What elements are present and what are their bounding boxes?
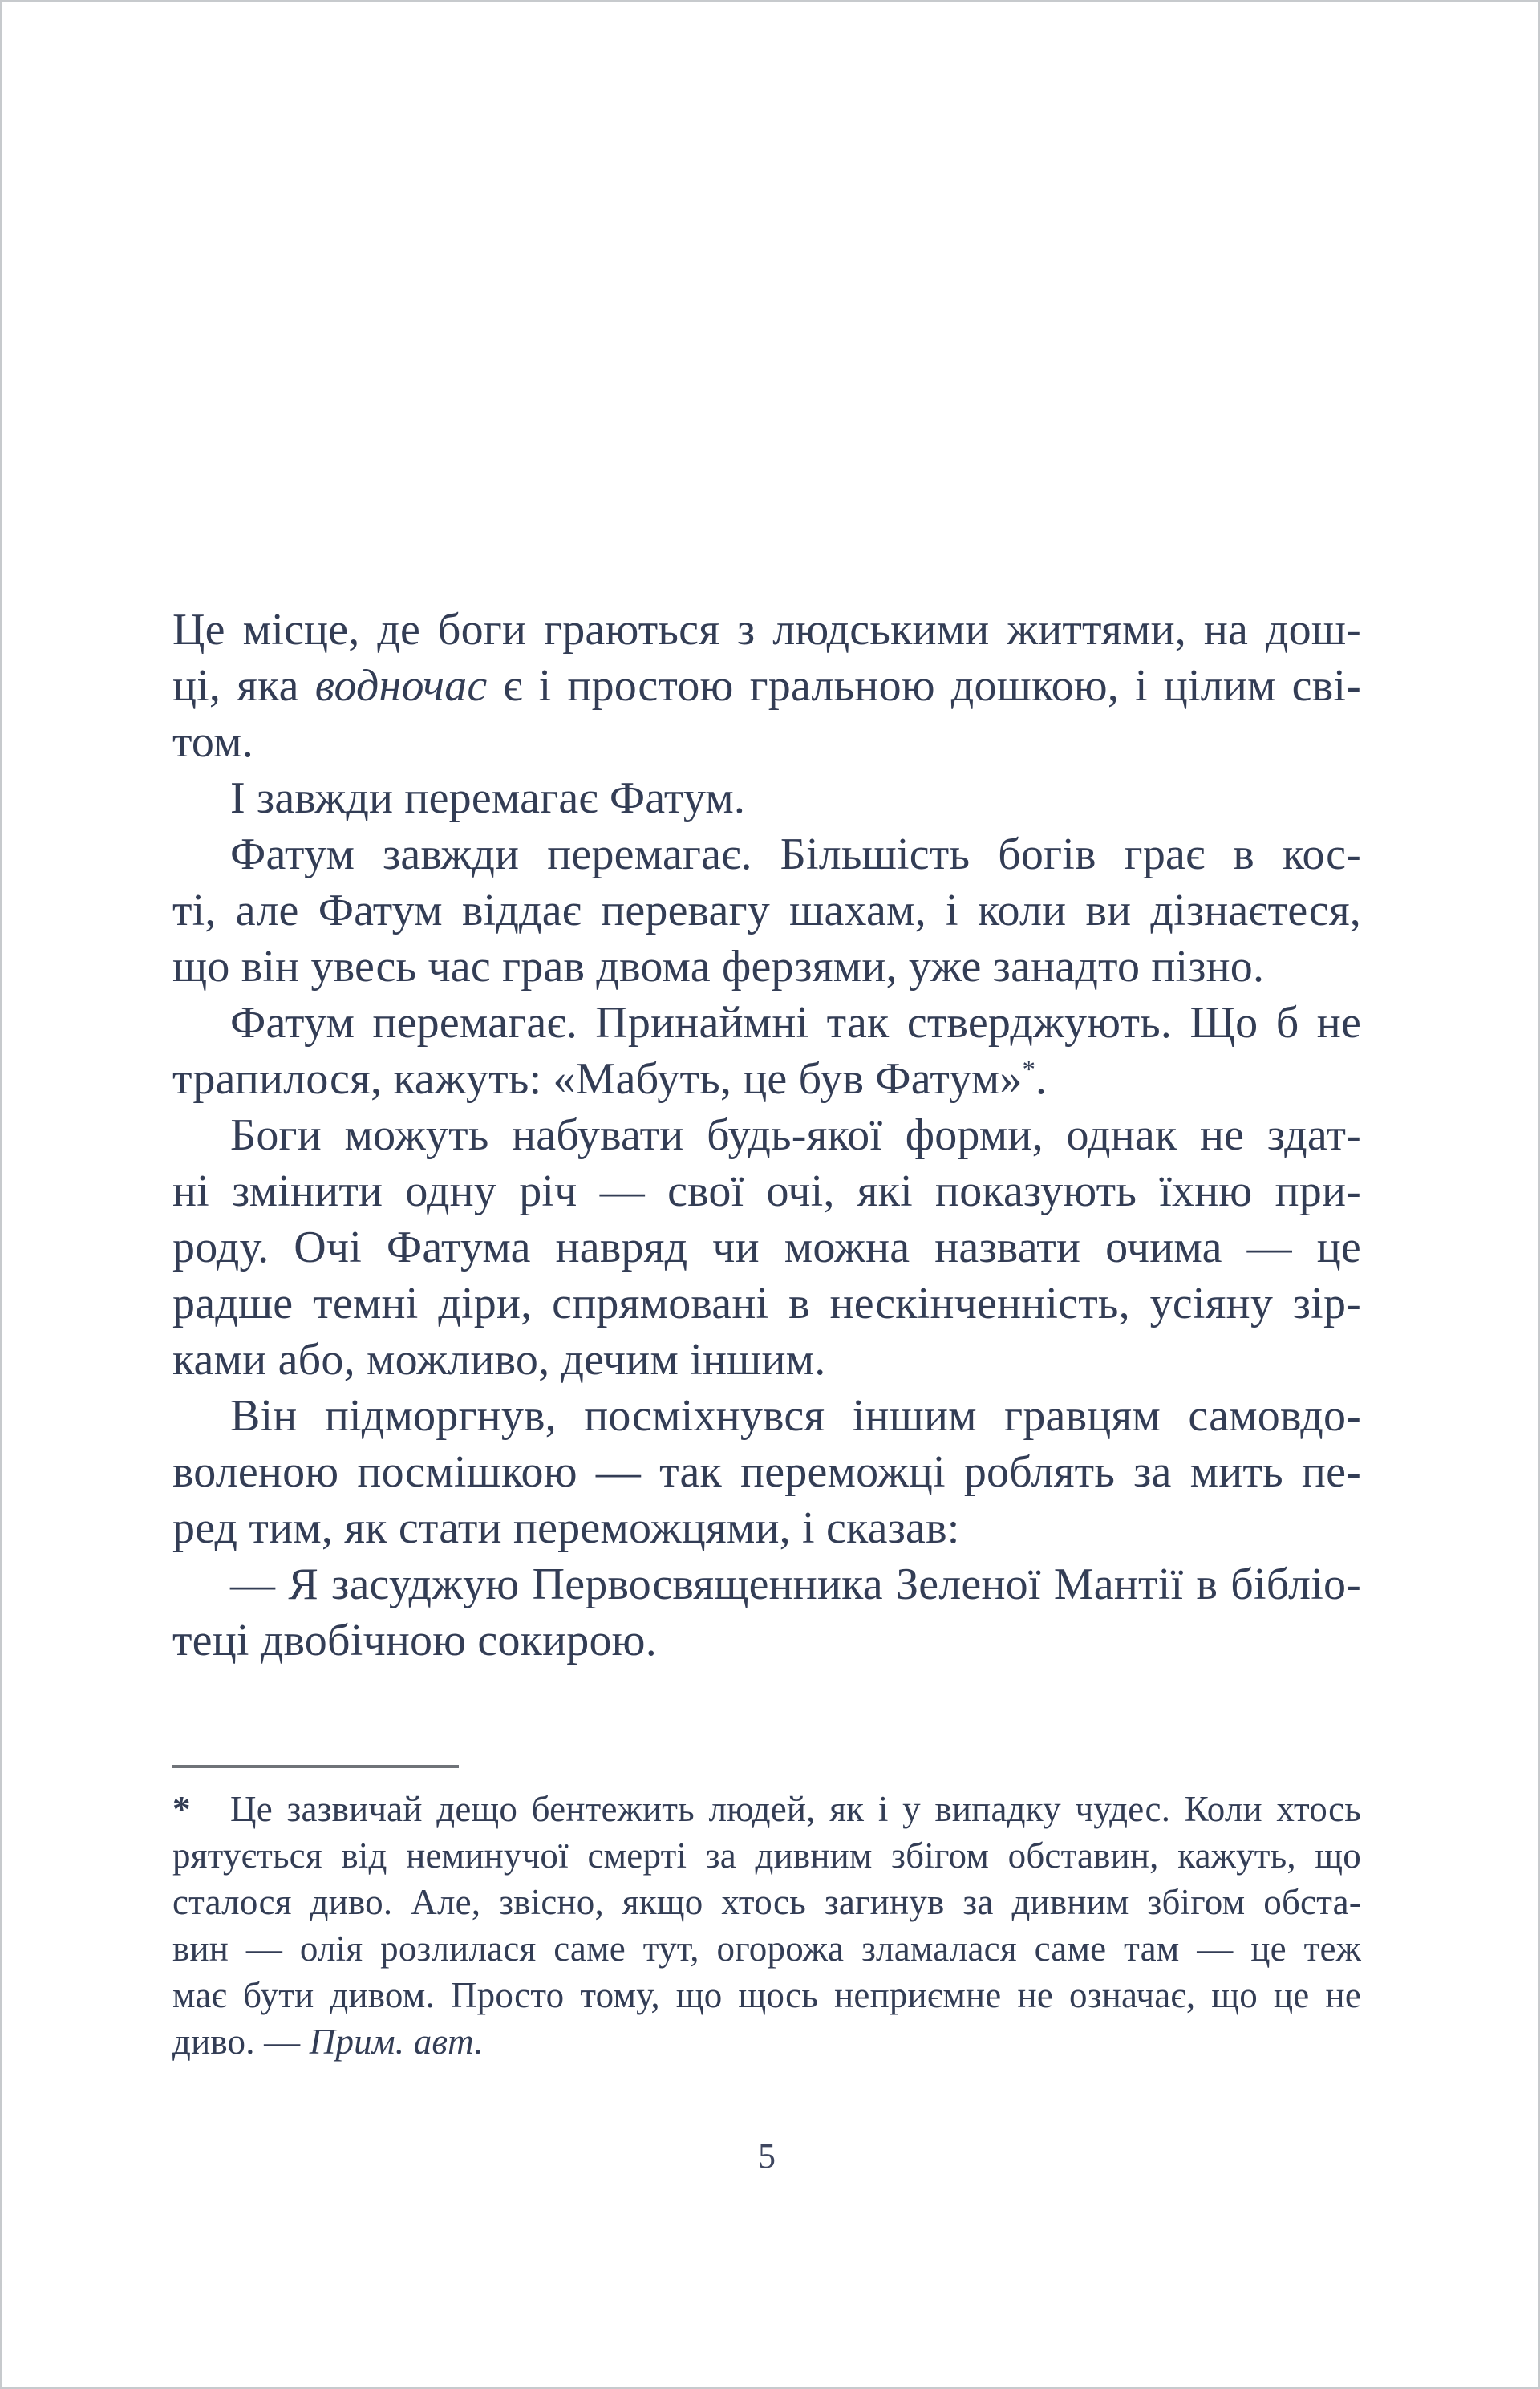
footnote-line xyxy=(172,1786,1361,1832)
text-run: роду. Очі Фатума навряд чи можна назвати очима — це xyxy=(172,1223,1361,1272)
text-run: трапилося, кажуть: «Мабуть, це був Фатум» xyxy=(172,1054,1023,1104)
text-run: Він підморгнув, посміхнувся іншим гравцям самовдо- xyxy=(230,1391,1361,1441)
text-run: водночас xyxy=(314,661,488,711)
text-line xyxy=(172,770,1361,826)
text-run: Це місце, де боги граються з людськими життями, на дош- xyxy=(172,605,1361,655)
text-run: Боги можуть набувати будь-якої форми, однак не здат- xyxy=(230,1110,1361,1160)
text-line xyxy=(172,1163,1361,1219)
text-run: Фатум перемагає. Принаймні так стверджують. Що б не xyxy=(230,998,1361,1048)
text-run: ками або, можливо, дечим іншим. xyxy=(172,1335,826,1385)
text-run: теці двобічною сокирою. xyxy=(172,1616,657,1665)
body-text xyxy=(172,602,1361,1669)
text-line xyxy=(172,882,1361,939)
text-line xyxy=(172,1219,1361,1276)
text-run: воленою посмішкою — так переможці роблять за мить пе- xyxy=(172,1447,1361,1497)
text-run: ред тим, як стати переможцями, і сказав: xyxy=(172,1503,960,1553)
text-run: ці, яка xyxy=(172,661,315,711)
footnote-line xyxy=(172,2018,1361,2065)
text-run: вин — олія розлилася саме тут, огорожа зламалася саме там — це теж xyxy=(172,1929,1361,1969)
text-line xyxy=(172,1051,1361,1107)
text-line xyxy=(172,939,1361,995)
text-line xyxy=(172,826,1361,882)
text-line xyxy=(172,1107,1361,1163)
footnote-line xyxy=(172,1832,1361,1879)
text-line xyxy=(172,1276,1361,1332)
text-run: Фатум завжди перемагає. Більшість богів грає в кос- xyxy=(230,829,1361,879)
text-run: ті, але Фатум віддає перевагу шахам, і коли ви дізнаєтеся, xyxy=(172,886,1361,935)
text-line xyxy=(172,602,1361,658)
text-line xyxy=(172,1556,1361,1612)
text-line xyxy=(172,995,1361,1051)
text-run: що він увесь час грав двома ферзями, уже занадто пізно. xyxy=(172,942,1265,992)
footnote-reference-asterisk: * xyxy=(1022,1055,1036,1085)
text-run: диво. — xyxy=(172,2022,310,2062)
text-run: ні змінити одну річ — свої очі, які показують їхню при- xyxy=(172,1166,1361,1216)
text-line xyxy=(172,1444,1361,1500)
text-run: І завжди перемагає Фатум. xyxy=(230,773,746,823)
text-line xyxy=(172,1388,1361,1444)
text-line xyxy=(172,1612,1361,1669)
footnote-text xyxy=(172,1786,1361,2065)
text-line xyxy=(172,1500,1361,1556)
text-run: Прим. авт. xyxy=(309,2022,484,2062)
text-run: . xyxy=(1035,1054,1048,1104)
text-run: має бути дивом. Просто тому, що щось неприємне не означає, що це не xyxy=(172,1975,1361,2015)
text-run: радше темні діри, спрямовані в нескінченність, усіяну зір- xyxy=(172,1279,1361,1328)
text-line xyxy=(172,1332,1361,1388)
footnote-line xyxy=(172,1925,1361,1972)
text-run: — Я засуджую Первосвященника Зеленої Мантії в бібліо- xyxy=(230,1560,1361,1609)
text-run: Це зазвичай дещо бентежить людей, як і у випадку чудес. Коли хтось xyxy=(230,1789,1361,1829)
footnote-marker: * xyxy=(172,1789,191,1829)
text-run: рятується від неминучої смерті за дивним збігом обставин, кажуть, що xyxy=(172,1835,1361,1876)
footnote-line xyxy=(172,1972,1361,2018)
text-line xyxy=(172,658,1361,714)
footnote-line xyxy=(172,1879,1361,1925)
page-number: 5 xyxy=(758,2136,776,2176)
footnote-divider xyxy=(172,1765,459,1768)
text-run: том. xyxy=(172,717,253,767)
text-run: є і простою гральною дошкою, і цілим сві- xyxy=(487,661,1361,711)
text-run: сталося диво. Але, звісно, якщо хтось загинув за дивним збігом обста- xyxy=(172,1882,1361,1922)
text-line xyxy=(172,714,1361,770)
